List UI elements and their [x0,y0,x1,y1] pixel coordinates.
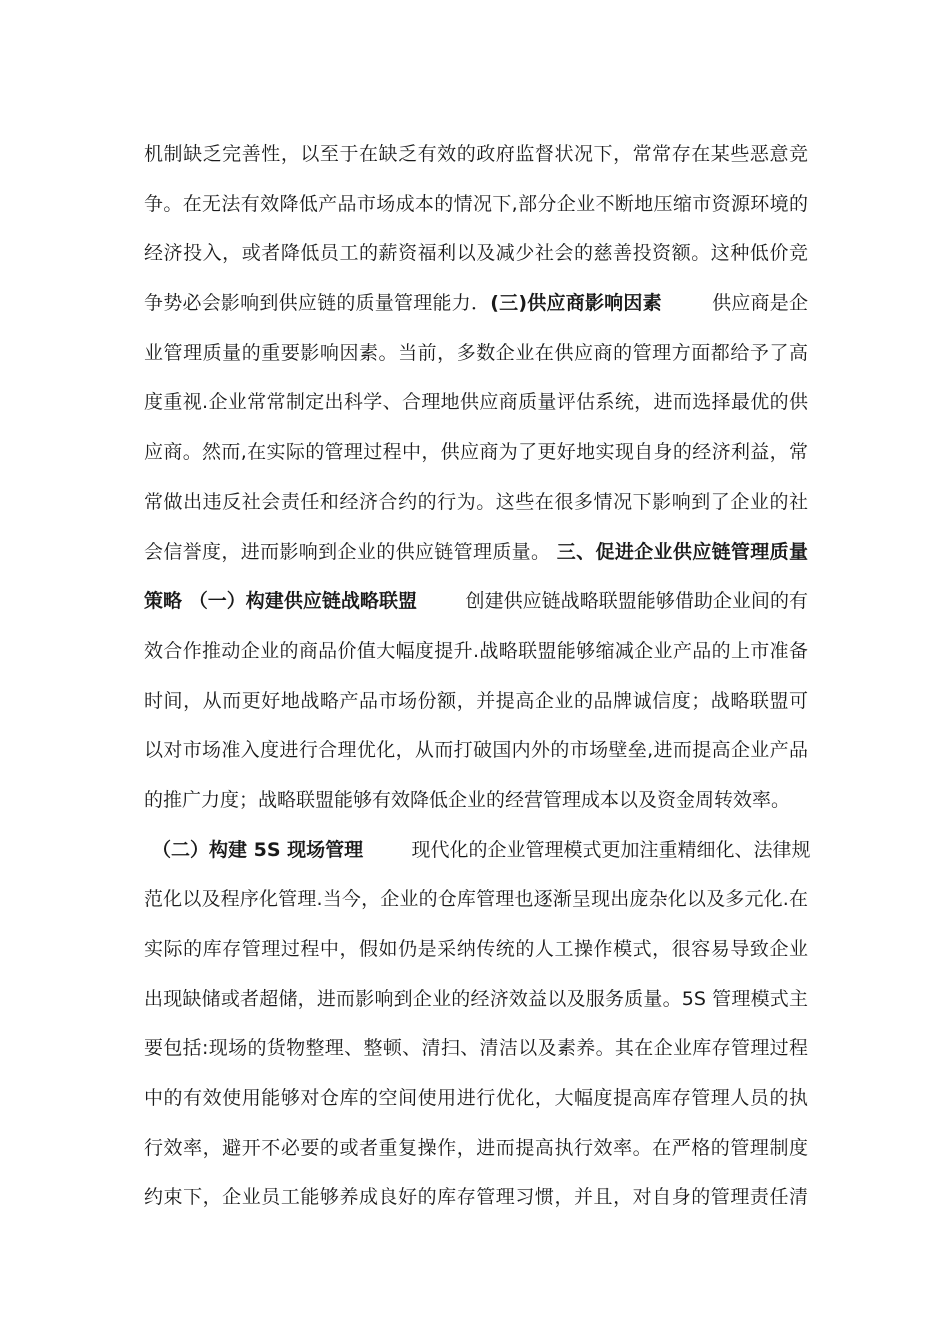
paragraph-text: 会信誉度，进而影响到企业的供应链管理质量。 [144,540,557,563]
text-line [144,182,808,232]
paragraph-text: 应商。然而,在实际的管理过程中，供应商为了更好地实现自身的经济利益，常 [144,441,808,464]
text-line [144,828,811,878]
paragraph-text: 常做出违反社会责任和经济合约的行为。这些在很多情况下影响到了企业的社 [144,490,808,513]
text-line [144,1175,808,1225]
paragraph-text: 范化以及程序化管理.当今，企业的仓库管理也逐渐呈现出庞杂化以及多元化.在 [144,888,808,911]
text-line [144,480,808,530]
paragraph-text: 机制缺乏完善性，以至于在缺乏有效的政府监督状况下，常常存在某些恶意竞 [144,143,808,165]
paragraph-text: 争势必会影响到供应链的质量管理能力． [144,292,491,315]
text-line [144,380,808,430]
text-line [144,927,808,977]
text-line [144,1026,808,1076]
paragraph-text: 中的有效使用能够对仓库的空间使用进行优化，大幅度提高库存管理人员的执 [144,1087,808,1110]
paragraph-text: 行效率，避开不必要的或者重复操作，进而提高执行效率。在严格的管理制度 [144,1136,808,1159]
text-line [144,530,808,580]
paragraph-text: 以对市场准入度进行合理优化，从而打破国内外的市场壁垒,进而提高企业产品 [144,739,808,762]
text-line [144,1076,808,1126]
paragraph-text: 的推广力度；战略联盟能够有效降低企业的经营管理成本以及资金周转效率。 [144,788,791,811]
text-line [144,331,808,381]
paragraph-text: 效合作推动企业的商品价值大幅度提升.战略联盟能够缩减企业产品的上市准备 [144,639,808,662]
heading-text: 策略 （一）构建供应链战略联盟 [144,590,418,613]
paragraph-text: 实际的库存管理过程中，假如仍是采纳传统的人工操作模式，很容易导致企业 [144,938,808,960]
text-line [144,1126,808,1176]
text-line [144,132,808,182]
heading-text: （二）构建 5S 现场管理 [152,838,364,861]
body-text [144,132,811,1225]
heading-text: 三、促进企业供应链管理质量 [556,540,808,563]
paragraph-text: 业管理质量的重要影响因素。当前，多数企业在供应商的管理方面都给予了高 [144,341,808,364]
paragraph-text: 经济投入，或者降低员工的薪资福利以及减少社会的慈善投资额。这种低价竞 [144,242,808,265]
heading-text: (三)供应商影响因素 [490,292,662,315]
text-line [144,430,808,480]
text-line [144,778,808,828]
paragraph-text: 出现缺储或者超储，进而影响到企业的经济效益以及服务质量。5S 管理模式主 [144,987,808,1010]
text-line [144,977,808,1027]
paragraph-text: 约束下，企业员工能够养成良好的库存管理习惯，并且，对自身的管理责任清 [144,1186,808,1209]
text-line [144,281,808,331]
paragraph-text: 要包括:现场的货物整理、整顿、清扫、清洁以及素养。其在企业库存管理过程 [144,1037,808,1060]
paragraph-text: 现代化的企业管理模式更加注重精细化、法律规 [363,838,811,861]
paragraph-text: 时间，从而更好地战略产品市场份额，并提高企业的品牌诚信度；战略联盟可 [144,689,808,712]
paragraph-text: 创建供应链战略联盟能够借助企业间的有 [417,590,808,613]
text-line [144,679,808,729]
paragraph-text: 争。在无法有效降低产品市场成本的情况下,部分企业不断地压缩市资源环境的 [144,192,808,215]
text-line [144,231,808,281]
paragraph-text: 度重视.企业常常制定出科学、合理地供应商质量评估系统，进而选择最优的供 [144,391,808,414]
text-line [144,877,808,927]
text-line [144,579,808,629]
text-line [144,728,808,778]
text-line [144,629,808,679]
paragraph-text: 供应商是企 [661,292,808,315]
